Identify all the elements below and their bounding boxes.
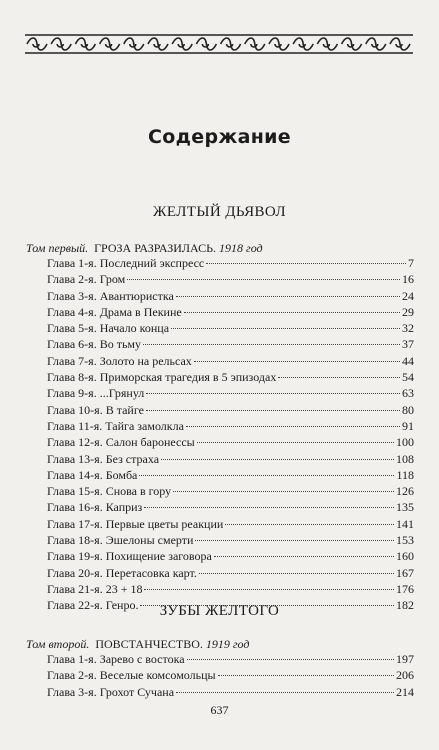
ornament-motif bbox=[293, 38, 313, 50]
volume-title: ГРОЗА РАЗРАЗИЛАСЬ. bbox=[94, 241, 217, 255]
dot-leader bbox=[186, 426, 400, 427]
section-title-yellow-teeth: ЗУБЫ ЖЕЛТОГО bbox=[159, 603, 280, 619]
dot-leader bbox=[146, 410, 400, 411]
chapter-title: Глава 22-я. Генро. bbox=[47, 598, 139, 613]
dot-leader bbox=[176, 692, 394, 693]
ornament-motif bbox=[172, 38, 192, 50]
chapter-page: 54 bbox=[402, 370, 414, 385]
chapter-list-1 bbox=[47, 256, 414, 615]
ornament-motif bbox=[148, 38, 168, 50]
toc-entry bbox=[47, 289, 414, 305]
ornament-motif bbox=[221, 38, 241, 50]
toc-entry bbox=[47, 452, 414, 468]
ornament-motif bbox=[317, 38, 337, 50]
chapter-page: 214 bbox=[396, 684, 414, 699]
chapter-page: 100 bbox=[396, 435, 414, 450]
dot-leader bbox=[225, 524, 394, 525]
chapter-page: 24 bbox=[402, 288, 414, 303]
toc-entry bbox=[47, 321, 414, 337]
chapter-title: Глава 3-я. Грохот Сучана bbox=[47, 684, 175, 699]
toc-entry bbox=[47, 566, 414, 582]
chapter-title: Глава 12-я. Салон баронессы bbox=[47, 435, 195, 450]
dot-leader bbox=[161, 459, 394, 460]
dot-leader bbox=[194, 361, 400, 362]
chapter-page: 141 bbox=[396, 516, 414, 531]
chapter-title: Глава 13-я. Без страха bbox=[47, 451, 160, 466]
dot-leader bbox=[176, 296, 400, 297]
toc-entry bbox=[47, 435, 414, 451]
dot-leader bbox=[144, 589, 394, 590]
dot-leader bbox=[144, 507, 394, 508]
chapter-title: Глава 7-я. Золото на рельсах bbox=[47, 353, 192, 368]
toc-entry bbox=[47, 256, 414, 272]
toc-entry bbox=[47, 668, 414, 684]
toc-entry bbox=[47, 652, 414, 668]
ornament-motif bbox=[366, 38, 386, 50]
ornament-motif bbox=[100, 38, 120, 50]
chapter-title: Глава 19-я. Похищение заговора bbox=[47, 549, 212, 564]
ornament-motif bbox=[27, 38, 47, 50]
chapter-title: Глава 5-я. Начало конца bbox=[47, 321, 170, 336]
toc-entry bbox=[47, 549, 414, 565]
ornament-motif bbox=[196, 38, 216, 50]
dot-leader bbox=[206, 263, 406, 264]
chapter-title: Глава 3-я. Авантюристка bbox=[47, 288, 174, 303]
toc-entry bbox=[47, 582, 414, 598]
chapter-page: 176 bbox=[396, 581, 414, 596]
chapter-list-2 bbox=[47, 652, 414, 701]
toc-entry bbox=[47, 272, 414, 288]
toc-entry bbox=[47, 337, 414, 353]
chapter-title: Глава 1-я. Зарево с востока bbox=[47, 652, 185, 666]
volume-year: 1919 год bbox=[205, 637, 250, 651]
chapter-title: Глава 14-я. Бомба bbox=[47, 467, 138, 482]
dot-leader bbox=[187, 659, 394, 660]
toc-entry bbox=[47, 500, 414, 516]
dot-leader bbox=[278, 377, 400, 378]
chapter-page: 206 bbox=[396, 668, 414, 683]
chapter-page: 80 bbox=[402, 402, 414, 417]
chapter-page: 118 bbox=[396, 467, 414, 482]
dot-leader bbox=[195, 540, 394, 541]
chapter-title: Глава 8-я. Приморская трагедия в 5 эпизодах bbox=[47, 370, 277, 385]
toc-entry bbox=[47, 533, 414, 549]
volume-heading-1 bbox=[26, 241, 416, 256]
chapter-title: Глава 18-я. Эшелоны смерти bbox=[47, 533, 194, 548]
volume-year: 1918 год bbox=[219, 241, 263, 255]
chapter-page: 160 bbox=[396, 549, 414, 564]
chapter-title: Глава 2-я. Гром bbox=[47, 272, 126, 287]
dot-leader bbox=[218, 675, 394, 676]
toc-entry bbox=[47, 354, 414, 370]
chapter-title: Глава 9-я. ...Грянул bbox=[47, 386, 145, 401]
chapter-page: 91 bbox=[402, 418, 414, 433]
toc-entry bbox=[47, 403, 414, 419]
toc-entry bbox=[47, 370, 414, 386]
chapter-page: 29 bbox=[402, 304, 414, 319]
toc-entry bbox=[47, 305, 414, 321]
dot-leader bbox=[199, 573, 394, 574]
chapter-page: 63 bbox=[402, 386, 414, 401]
chapter-page: 135 bbox=[396, 500, 414, 515]
chapter-title: Глава 11-я. Тайга замолкла bbox=[47, 418, 184, 433]
volume-heading-2 bbox=[26, 637, 416, 652]
toc-entry bbox=[47, 517, 414, 533]
dot-leader bbox=[127, 279, 400, 280]
toc-entry bbox=[47, 386, 414, 402]
ornament-motif bbox=[342, 38, 362, 50]
chapter-title: Глава 21-я. 23 + 18 bbox=[47, 581, 143, 596]
ornament-motif bbox=[75, 38, 95, 50]
chapter-page: 182 bbox=[396, 598, 414, 613]
dot-leader bbox=[171, 328, 400, 329]
chapter-title: Глава 6-я. Во тьму bbox=[47, 337, 142, 352]
ornament-motif bbox=[390, 38, 410, 50]
chapter-page: 126 bbox=[396, 484, 414, 499]
toc-entry bbox=[47, 484, 414, 500]
chapter-page: 108 bbox=[396, 451, 414, 466]
chapter-title: Глава 15-я. Снова в гору bbox=[47, 484, 172, 499]
chapter-page: 32 bbox=[402, 321, 414, 336]
toc-entry bbox=[47, 419, 414, 435]
ornament-motif bbox=[245, 38, 265, 50]
chapter-page: 44 bbox=[402, 353, 414, 368]
chapter-page: 16 bbox=[402, 272, 414, 287]
dot-leader bbox=[173, 491, 394, 492]
dot-leader bbox=[214, 556, 394, 557]
chapter-title: Глава 1-я. Последний экспресс bbox=[47, 256, 205, 270]
toc-entry bbox=[47, 468, 414, 484]
chapter-page: 197 bbox=[396, 652, 414, 666]
volume-label: Том второй. bbox=[26, 637, 90, 651]
ornament-motif bbox=[269, 38, 289, 50]
chapter-page: 7 bbox=[408, 256, 414, 270]
chapter-page: 37 bbox=[402, 337, 414, 352]
volume-label: Том первый. bbox=[26, 241, 89, 255]
dot-leader bbox=[146, 393, 400, 394]
toc-entry bbox=[47, 685, 414, 701]
dot-leader bbox=[139, 475, 394, 476]
chapter-title: Глава 17-я. Первые цветы реакции bbox=[47, 516, 224, 531]
ornament-border bbox=[25, 32, 413, 56]
chapter-title: Глава 10-я. В тайге bbox=[47, 402, 144, 417]
section-title-yellow-devil: ЖЕЛТЫЙ ДЬЯВОЛ bbox=[153, 204, 286, 220]
dot-leader bbox=[143, 344, 400, 345]
dot-leader bbox=[197, 442, 394, 443]
chapter-title: Глава 16-я. Каприз bbox=[47, 500, 143, 515]
volume-title: ПОВСТАНЧЕСТВО. bbox=[95, 637, 203, 651]
ornament-motif bbox=[51, 38, 71, 50]
chapter-title: Глава 4-я. Драма в Пекине bbox=[47, 304, 182, 319]
chapter-title: Глава 20-я. Перетасовка карт. bbox=[47, 565, 197, 580]
page-title: Содержание bbox=[148, 126, 291, 148]
chapter-title: Глава 2-я. Веселые комсомольцы bbox=[47, 668, 216, 683]
dot-leader bbox=[184, 312, 400, 313]
chapter-page: 167 bbox=[396, 565, 414, 580]
ornament-motif bbox=[124, 38, 144, 50]
page-number: 637 bbox=[210, 703, 229, 717]
chapter-page: 153 bbox=[396, 533, 414, 548]
